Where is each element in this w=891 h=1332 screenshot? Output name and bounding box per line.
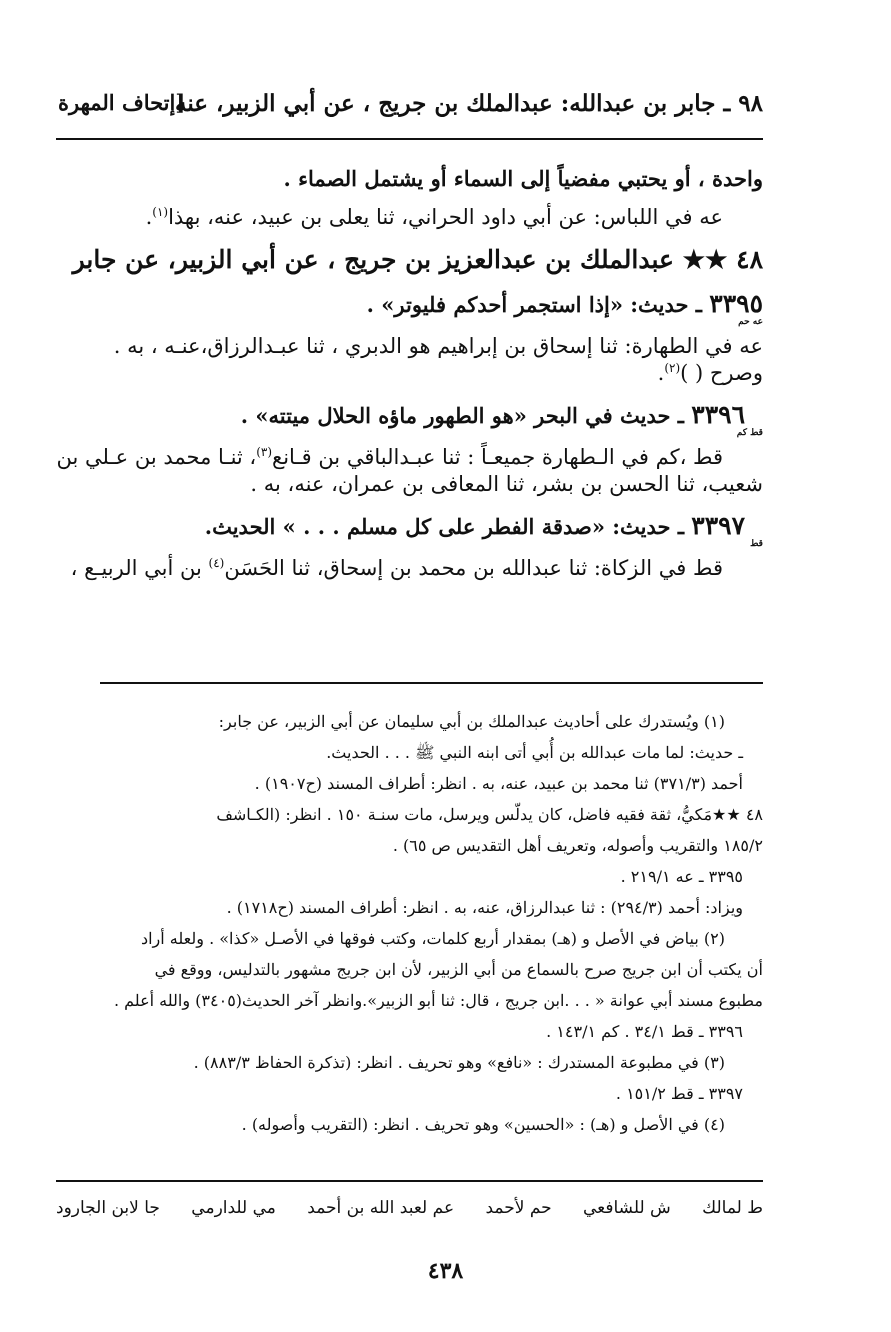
footnote-rule — [100, 682, 763, 684]
footnote-line: ويزاد: أحمد (٢٩٤/٣) : ثنا عبدالرزاق، عنه، به . انظر: أطراف المسند (ح١٧١٨) . — [226, 898, 743, 917]
footnote-line: أحمد (٣٧١/٣) ثنا محمد بن عبيد، عنه، به . انظر: أطراف المسند (ح١٩٠٧) . — [254, 774, 743, 793]
footnote-ref: (٢) — [664, 360, 681, 375]
sigla-mark: قط كم — [736, 428, 763, 438]
footnote-line: ٤٨ ★★مَكيُّ، ثقة فقيه فاضل، كان يدلّس ويرسل، مات سنـة ١٥٠ . انظر: (الكـاشف — [216, 805, 763, 824]
running-title: ٩٨ ـ جابر بن عبدالله: عبدالملك بن جريج ، عن أبي الزبير، عنه — [175, 90, 763, 117]
text-line: عه في الطهارة: ثنا إسحاق بن إبراهيم هو الدبري ، ثنا عبـدالرزاق،عنـه ، به . — [113, 333, 763, 358]
sigla-item: ش للشافعي — [583, 1198, 671, 1218]
text-line: قط ،كم في الـطهارة جميعـاً : ثنا عبـدالباقي بن قـانع$^{(٣)}$، ثنـا محمد بن عـلي بن — [56, 444, 723, 469]
footnotes — [56, 706, 763, 1140]
text-line: شعيب، ثنا الحسن بن بشر، ثنا المعافى بن عمران، عنه، به . — [250, 471, 763, 496]
hadith-heading: ٣٣٩٦ ـ حديث في البحر «هو الطهور ماؤه الحلال ميتته» . قط كم — [240, 400, 763, 438]
footnote-line: ١٨٥/٢ والتقريب وأصوله، وتعريف أهل التقديس ص ٦٥) . — [392, 836, 763, 855]
footnote-line: (٤) في الأصل و (هـ) : «الحسين» وهو تحريف . انظر: (التقريب وأصوله) . — [241, 1115, 725, 1134]
footnote-ref: (١) — [152, 205, 169, 220]
sigla-item: ط لمالك — [702, 1198, 763, 1218]
footnote-line: ٣٣٩٦ ـ قط ٣٤/١ . كم ١٤٣/١ . — [546, 1022, 743, 1041]
sigla-rule — [56, 1180, 763, 1182]
hadith-heading: ٣٣٩٥ ـ حديث: «إذا استجمر أحدكم فليوتر» . عه حم — [366, 289, 763, 327]
text-line: واحدة ، أو يحتبي مفضياً إلى السماء أو يشتمل الصماء . — [283, 166, 763, 191]
footnote-line: (٣) في مطبوعة المستدرك : «نافع» وهو تحريف . انظر: (تذكرة الحفاظ ٨٨٣/٣) . — [193, 1053, 725, 1072]
main-text — [56, 165, 763, 582]
hadith-number: ٣٣٩٦ — [691, 400, 745, 430]
footnote-line: ـ حديث: لما مات عبدالله بن أُبي أتى ابنه النبي ﷺ . . . الحديث. — [326, 743, 743, 762]
footnote-line: (١) ويُستدرك على أحاديث عبدالملك بن أبي سليمان عن أبي الزبير، عن جابر: — [218, 712, 725, 731]
hadith-number: ٣٣٩٥ — [709, 289, 763, 319]
sigla-item: مي للدارمي — [191, 1198, 276, 1218]
hadith-number: ٣٣٩٧ — [691, 511, 745, 541]
footnote-line: أن يكتب أن ابن جريج صرح بالسماع من أبي الزبير، لأن ابن جريج مشهور بالتدليس، ووقع في — [154, 960, 763, 979]
text-line: قط في الزكاة: ثنا عبدالله بن محمد بن إسحاق، ثنا الحَسَن$^{(٤)}$ بن أبي الربيـع ، — [70, 555, 723, 580]
chapter-heading: ٤٨ ★★ عبدالملك بن عبدالعزيز بن جريج ، عن أبي الزبير، عن جابر — [72, 244, 763, 274]
sigla-key — [56, 1198, 763, 1218]
footnote-ref: (٣) — [256, 444, 273, 459]
sigla-item: جا لابن الجارود — [56, 1198, 160, 1218]
sigla-mark: قط — [750, 539, 763, 550]
footnote-line: (٢) بياض في الأصل و (هـ) بمقدار أربع كلمات، وكتب فوقها في الأصـل «كذا» . ولعله أراد — [140, 929, 725, 948]
page-header — [58, 90, 763, 130]
book-title: [إتحاف المهرة — [58, 90, 186, 115]
sigla-item: حم لأحمد — [485, 1198, 552, 1218]
text-line: وصرح ( )$^{(٢)}$. — [657, 360, 763, 385]
sigla-item: عم لعبد الله بن أحمد — [307, 1198, 455, 1218]
sigla-mark: عه حم — [738, 316, 763, 327]
footnote-line: ٣٣٩٥ ـ عه ٢١٩/١ . — [620, 867, 743, 886]
footnote-line: مطبوع مسند أبي عوانة « . . .ابن جريج ، قال: ثنا أبو الزبير».وانظر آخر الحديث(٣٤٠٥) والله أعلم . — [113, 991, 763, 1010]
hadith-heading: ٣٣٩٧ ـ حديث: «صدقة الفطر على كل مسلم . . . » الحديث. قط — [204, 511, 763, 550]
page-number: ٤٣٨ — [427, 1258, 464, 1284]
footnote-ref: (٤) — [208, 555, 225, 570]
footnote-line: ٣٣٩٧ ـ قط ١٥١/٢ . — [615, 1084, 743, 1103]
header-rule — [56, 138, 763, 140]
text-line: عه في اللباس: عن أبي داود الحراني، ثنا يعلى بن عبيد، عنه، بهذا$^{(١)}$. — [145, 205, 723, 230]
